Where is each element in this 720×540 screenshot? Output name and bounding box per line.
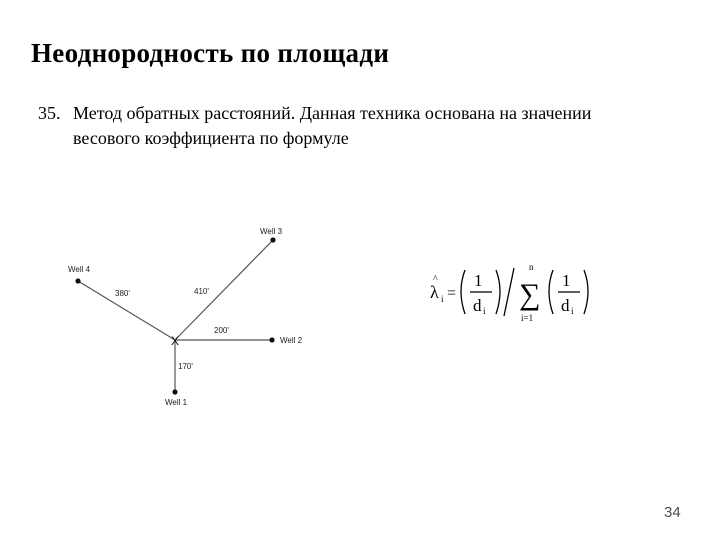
well-1-label: Well 1 <box>165 398 188 407</box>
distance-410-label: 410' <box>194 287 209 296</box>
well-2-point <box>269 337 274 342</box>
formula-denominator-1: d <box>473 296 482 315</box>
formula-lambda-hat: ^ <box>433 274 438 285</box>
well-4-point <box>75 278 80 283</box>
page-number: 34 <box>664 504 681 521</box>
well-3-point <box>270 237 275 242</box>
well-2-label: Well 2 <box>280 336 303 345</box>
distance-170-label: 170' <box>178 362 193 371</box>
formula-slash <box>504 268 514 316</box>
formula-equals: = <box>447 285 457 302</box>
distance-380-label: 380' <box>115 289 130 298</box>
formula-sum-symbol: ∑ <box>519 278 541 311</box>
formula-sum-top: n <box>529 262 534 272</box>
center-point-label: X <box>171 334 180 348</box>
body-text-line-1: Метод обратных расстояний. Данная техника основана на значении <box>73 103 592 123</box>
formula-paren-close-1 <box>496 270 500 314</box>
well-4-label: Well 4 <box>68 265 91 274</box>
formula-numerator-1: 1 <box>474 271 483 290</box>
formula-paren-close-2 <box>584 270 588 314</box>
slide-title: Неоднородность по площади <box>31 38 390 68</box>
body-text-line-2: весового коэффициента по формуле <box>73 128 349 148</box>
line-to-well-3 <box>175 240 273 340</box>
well-3-label: Well 3 <box>260 227 283 236</box>
formula-denominator-2: d <box>561 296 570 315</box>
formula-paren-open-2 <box>549 270 553 314</box>
formula-denominator-1-sub: i <box>483 306 486 316</box>
formula-lambda: λ <box>430 282 439 302</box>
well-1-point <box>172 389 177 394</box>
distance-200-label: 200' <box>214 326 229 335</box>
formula-paren-open-1 <box>461 270 465 314</box>
formula-numerator-2: 1 <box>562 271 571 290</box>
formula-sum-bottom: i=1 <box>521 313 534 323</box>
formula-lambda-sub: i <box>441 294 444 304</box>
item-number: 35. <box>38 103 61 123</box>
formula-denominator-2-sub: i <box>571 306 574 316</box>
idw-formula <box>424 258 594 324</box>
